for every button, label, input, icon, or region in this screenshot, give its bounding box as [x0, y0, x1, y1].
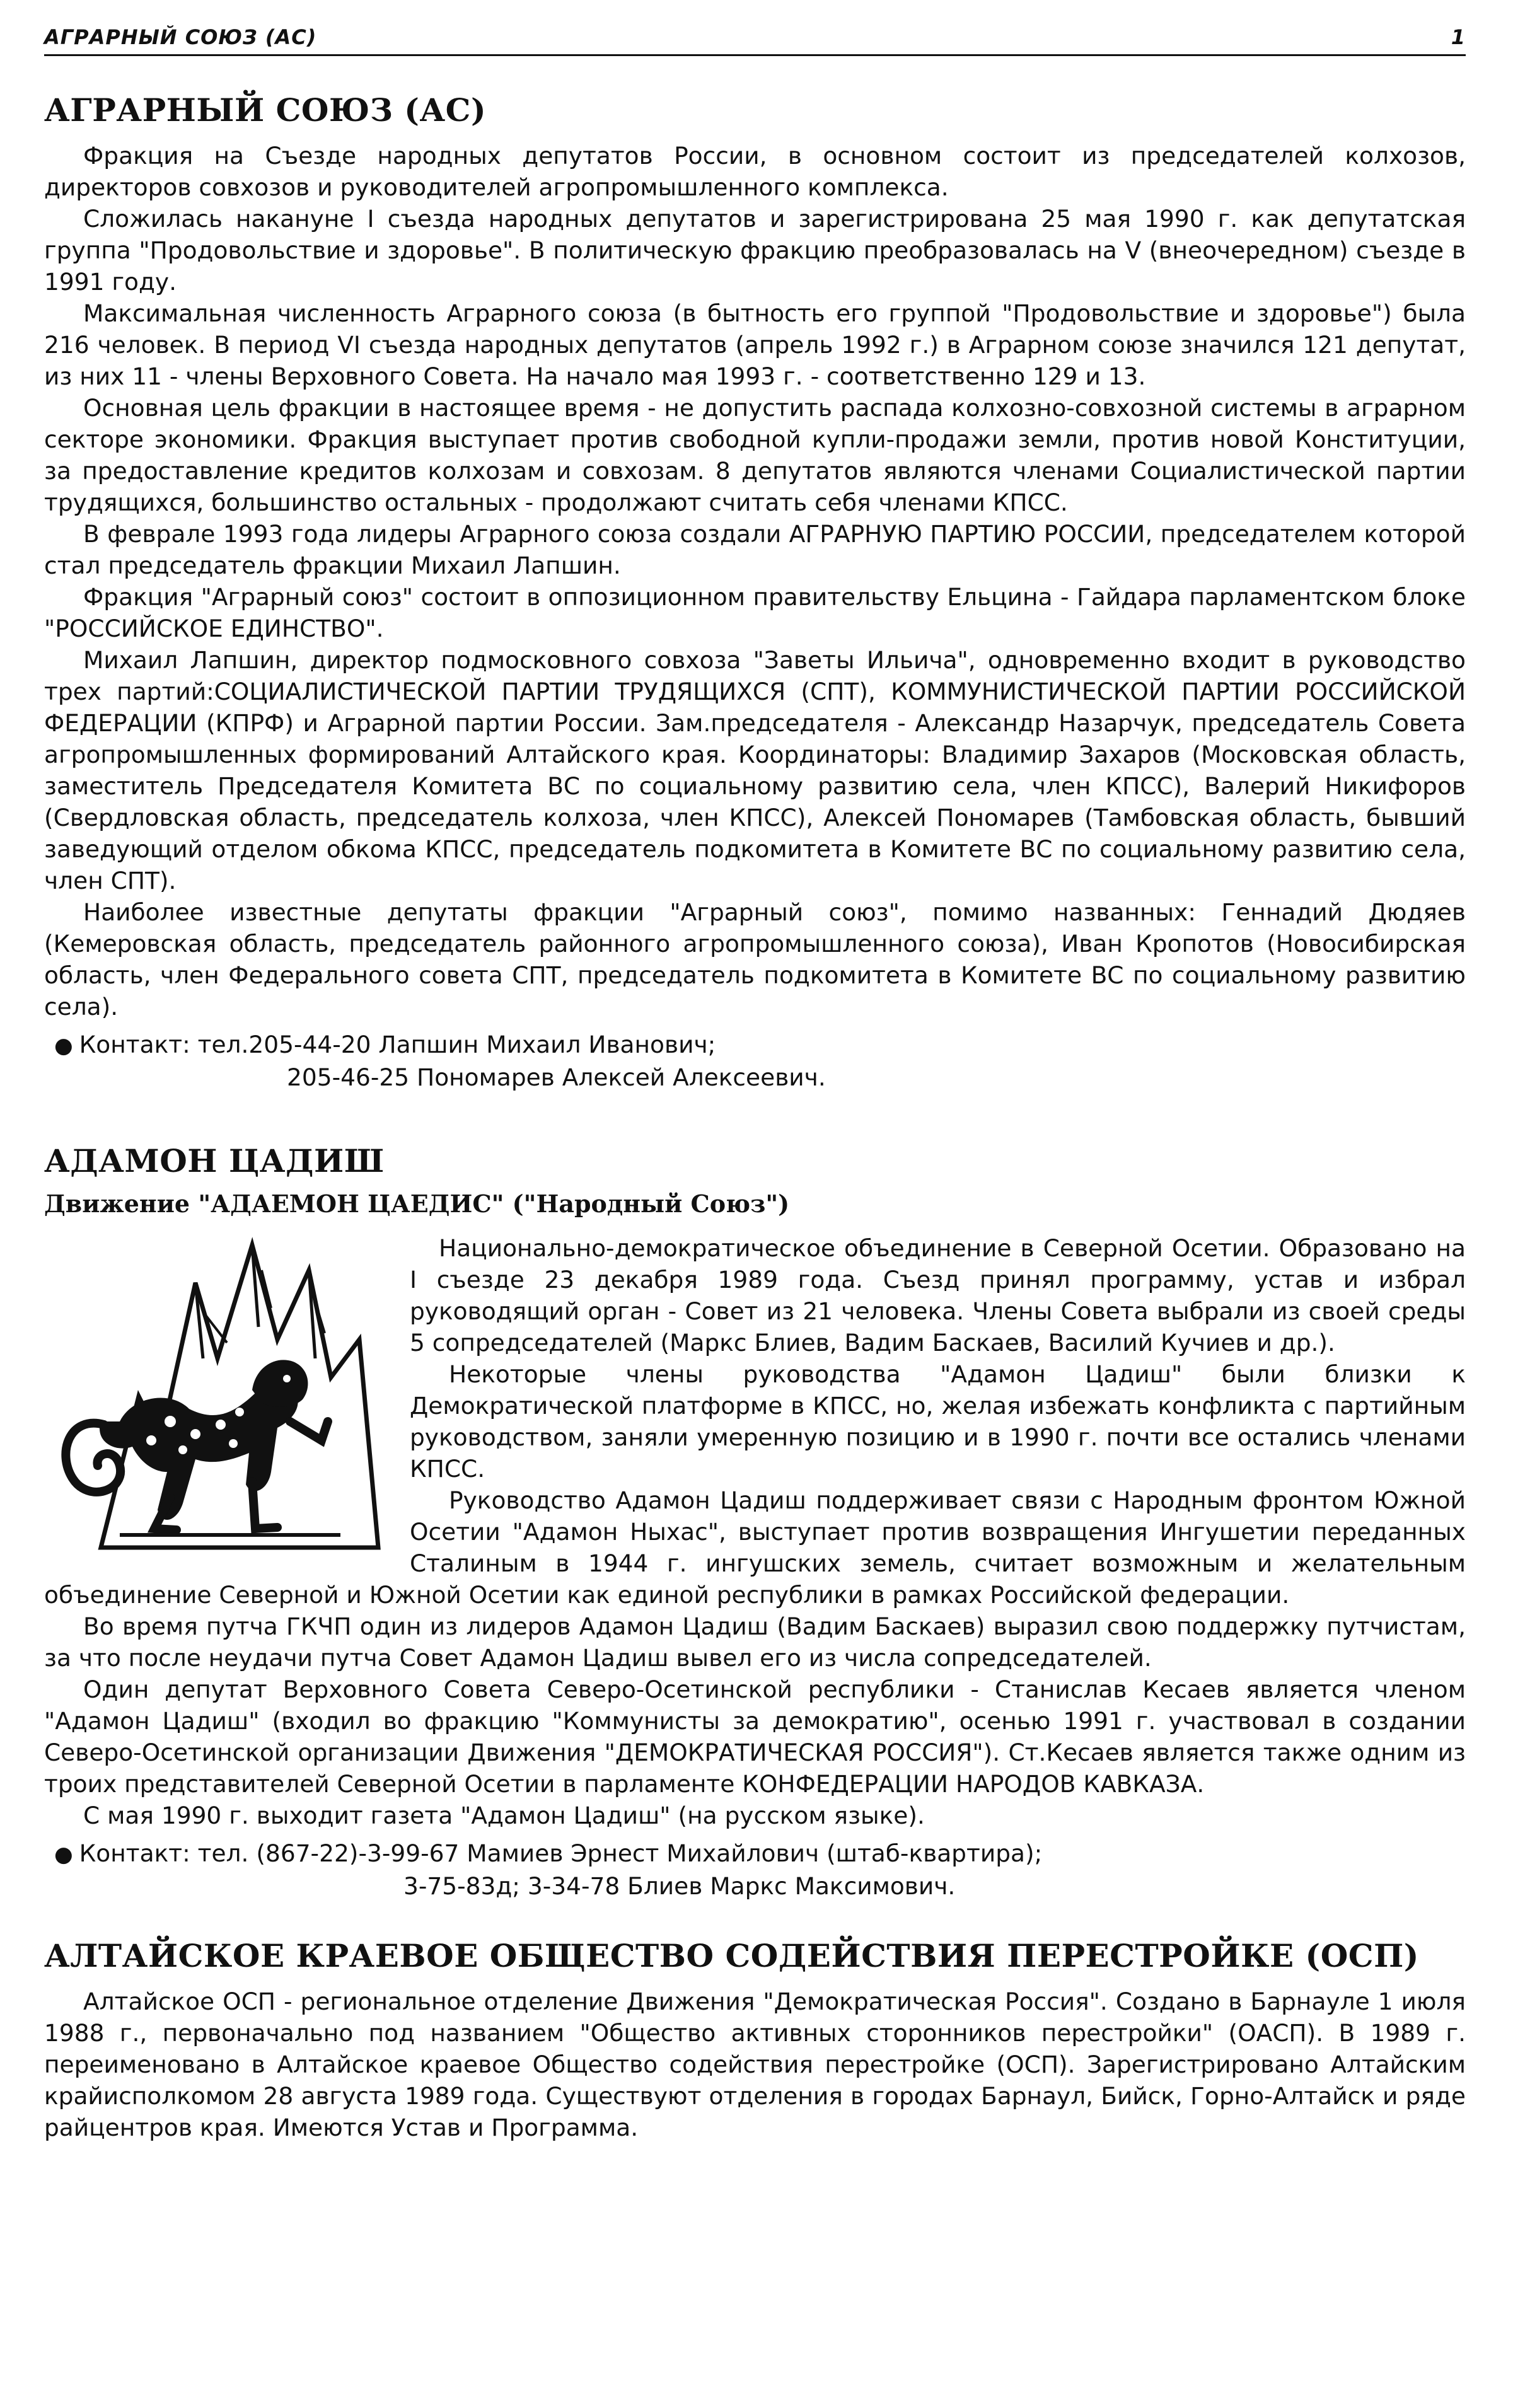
page-number: 1: [1451, 25, 1466, 49]
paragraph: Национально-демократическое объединение в Северной Осетии. Образовано на I съезде 23 декабря 1989 года. Съезд принял программу, устав и избрал руководящий орган - Совет из 21 человека. Члены Совета выбрали из своей среды 5 сопредседателей (Маркс Блиев, Вадим Баскаев, Василий Кучиев и др.).: [410, 1234, 1466, 1357]
leopard-mountains-emblem-icon: [44, 1232, 397, 1560]
section-adamon-tsadish: [44, 1143, 1466, 1902]
paragraph: Михаил Лапшин, директор подмосковного совхоза "Заветы Ильича", одновременно входит в руководство трех партий:СОЦИАЛИСТИЧЕСКОЙ ПАРТИИ ТРУДЯЩИХСЯ (СПТ), КОММУНИСТИЧЕСКОЙ ПАРТИИ РОССИЙСКОЙ ФЕДЕРАЦИИ (КПРФ) и Аграрной партии России. Зам.председателя - Александр Назарчук, председатель Совета агропромышленных формирований Алтайского края. Координаторы: Владимир Захаров (Московская область, заместитель Председателя Комитета ВС по социальному развитию села, член КПСС), Валерий Никифоров (Свердловская область, председатель колхоза, член КПСС), Алексей Пономарев (Тамбовская область, бывший заведующий отделом обкома КПСС, председатель подкомитета в Комитете ВС по социальному развитию села, член СПТ).: [44, 646, 1466, 894]
paragraph: Один депутат Верховного Совета Северо-Осетинской республики - Станислав Кесаев является членом "Адамон Цадиш" (входил во фракцию "Коммунисты за демократию", осенью 1991 г. участвовал в создании Северо-Осетинской организации Движения "ДЕМОКРАТИЧЕСКАЯ РОССИЯ"). Ст.Кесаев является также одним из троих представителей Северной Осетии в парламенте КОНФЕДЕРАЦИИ НАРОДОВ КАВКАЗА.: [44, 1675, 1466, 1798]
paragraph: Во время путча ГКЧП один из лидеров Адамон Цадиш (Вадим Баскаев) выразил свою поддержку путчистам, за что после неудачи путча Совет Адамон Цадиш вывел его из числа сопредседателей.: [44, 1612, 1466, 1672]
section-altai-osp: [44, 1938, 1466, 2143]
contact-block: [44, 1838, 1466, 1902]
section-title: АЛТАЙСКОЕ КРАЕВОЕ ОБЩЕСТВО СОДЕЙСТВИЯ ПЕРЕСТРОЙКЕ (ОСП): [44, 1936, 1419, 1974]
contact-block: [44, 1029, 1466, 1093]
section-title: АГРАРНЫЙ СОЮЗ (АС): [44, 91, 487, 129]
contact-line: 205-46-25 Пономарев Алексей Алексеевич.: [287, 1063, 826, 1091]
contact-line: Контакт: тел.205-44-20 Лапшин Михаил Иванович;: [79, 1031, 716, 1058]
section-agrarian-union: [44, 93, 1466, 1093]
document-page: [44, 13, 1466, 2143]
paragraph: Основная цель фракции в настоящее время - не допустить распада колхозно-совхозной системы в аграрном секторе экономики. Фракция выступает против свободной купли-продажи земли, против новой Конституции, за предоставление кредитов колхозам и совхозам. 8 депутатов являются членами Социалистической партии трудящихся, большинство остальных - продолжают считать себя членами КПСС.: [44, 394, 1466, 516]
running-header: [44, 13, 1466, 56]
bullet-icon: ●: [54, 1033, 73, 1058]
paragraph: Руководство Адамон Цадиш поддерживает связи с Народным фронтом Южной Осетии "Адамон Ныхас", выступает против возвращения Ингушетии переданных Сталиным в 1944 г. ингушских земель, считает возможным и желательным объединение Северной и Южной Осетии как единой республики в рамках Российской федерации.: [44, 1486, 1466, 1609]
paragraph: Сложилась накануне I съезда народных депутатов и зарегистрирована 25 мая 1990 г. как депутатская группа "Продовольствие и здоровье". В политическую фракцию преобразовалась на V (внеочередном) съезде в 1991 году.: [44, 205, 1466, 296]
paragraph: Алтайское ОСП - региональное отделение Движения "Демократическая Россия". Создано в Барнауле 1 июля 1988 г., первоначально под названием "Общество активных сторонников перестройки" (ОАСП). В 1989 г. переименовано в Алтайское краевое Общество содействия перестройке (ОСП). Зарегистрировано Алтайским крайисполкомом 28 августа 1989 года. Существуют отделения в городах Барнаул, Бийск, Горно-Алтайск и ряде райцентров края. Имеются Устав и Программа.: [44, 1987, 1466, 2141]
paragraph: Фракция на Съезде народных депутатов России, в основном состоит из председателей колхозов, директоров совхозов и руководителей агропромышленного комплекса.: [44, 142, 1466, 201]
section-subtitle: Движение "АДАЕМОН ЦАЕДИС" ("Народный Союз"): [44, 1190, 790, 1218]
running-title: АГРАРНЫЙ СОЮЗ (АС): [44, 25, 317, 49]
paragraph: В феврале 1993 года лидеры Аграрного союза создали АГРАРНУЮ ПАРТИЮ РОССИИ, председателем которой стал председатель фракции Михаил Лапшин.: [44, 520, 1466, 579]
contact-line: Контакт: тел. (867-22)-3-99-67 Мамиев Эрнест Михайлович (штаб-квартира);: [79, 1839, 1043, 1867]
paragraph: Некоторые члены руководства "Адамон Цадиш" были близки к Демократической платформе в КПСС, но, желая избежать конфликта с партийным руководством, заняли умеренную позицию и в 1990 г. почти все остались членами КПСС.: [410, 1360, 1466, 1483]
contact-line: 3-75-83д; 3-34-78 Блиев Маркс Максимович.: [403, 1872, 956, 1900]
bullet-icon: ●: [54, 1841, 73, 1867]
paragraph: Наиболее известные депутаты фракции "Аграрный союз", помимо названных: Геннадий Дюдяев (Кемеровская область, председатель районного агропромышленного союза), Иван Кропотов (Новосибирская область, член Федерального совета СПТ, председатель подкомитета в Комитете ВС по социальному развитию села).: [44, 898, 1466, 1021]
paragraph: Максимальная численность Аграрного союза (в бытность его группой "Продовольствие и здоровье") была 216 человек. В период VI съезда народных депутатов (апрель 1992 г.) в Аграрном союзе значился 121 депутат, из них 11 - члены Верховного Совета. На начало мая 1993 г. - соответственно 129 и 13.: [44, 299, 1466, 390]
paragraph: Фракция "Аграрный союз" состоит в оппозиционном правительству Ельцина - Гайдара парламентском блоке "РОССИЙСКОЕ ЕДИНСТВО".: [44, 583, 1466, 642]
section-title: АДАМОН ЦАДИШ: [44, 1142, 385, 1179]
paragraph: С мая 1990 г. выходит газета "Адамон Цадиш" (на русском языке).: [83, 1801, 925, 1829]
